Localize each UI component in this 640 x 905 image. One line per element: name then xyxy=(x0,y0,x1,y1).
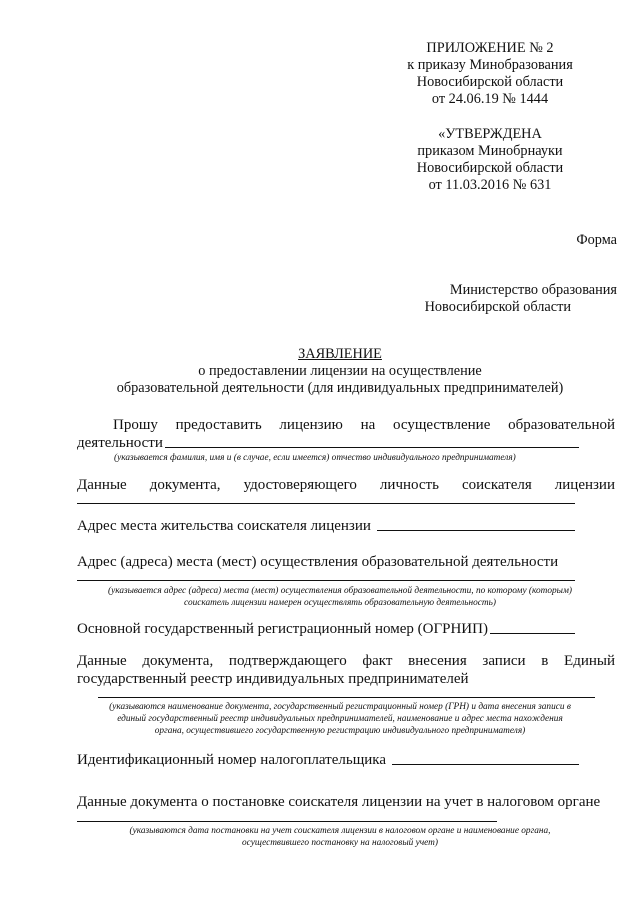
activity-address-blank[interactable] xyxy=(77,580,575,581)
title-subject: о предоставлении лицензии на осуществление xyxy=(198,363,482,379)
registry-hint-line1: (указываются наименование документа, государственный регистрационный номер (ГРН) и дата внесения записи в xyxy=(109,702,571,712)
residence-label: Адрес места жительства соискателя лицензии xyxy=(77,518,371,534)
ogrnip-blank[interactable] xyxy=(490,633,575,634)
inn-label: Идентификационный номер налогоплательщика xyxy=(77,752,387,768)
registry-label-line1: Данные документа, подтверждающего факт внесения записи в Единый xyxy=(77,653,615,669)
request-field xyxy=(77,434,579,452)
tax-hint-line2: осуществившего постановку на налоговый учет) xyxy=(241,838,438,848)
registry-hint xyxy=(60,701,620,737)
activity-hint-line1: (указывается адрес (адреса) места (мест) осуществления образовательной деятельности, по которому (которым) xyxy=(108,586,572,596)
form-label: Форма xyxy=(576,232,617,248)
inn-field xyxy=(77,751,579,769)
tax-registration-blank[interactable] xyxy=(77,821,497,822)
document-title xyxy=(60,346,620,397)
approval-region: Новосибирской области xyxy=(416,160,564,176)
tax-registration-hint xyxy=(60,825,620,849)
approval-order: приказом Минобрнауки xyxy=(417,143,563,159)
residence-blank[interactable] xyxy=(377,530,575,531)
appendix-title: ПРИЛОЖЕНИЕ № 2 xyxy=(426,40,554,56)
request-label: деятельности xyxy=(77,435,163,451)
activity-address-hint xyxy=(60,585,620,609)
residence-field xyxy=(77,517,575,535)
activity-hint-line2: соискатель лицензии намерен осуществлять образовательную деятельность) xyxy=(184,598,496,608)
registry-hint-line3: органа, осуществившего государственную регистрацию индивидуального предпринимателя) xyxy=(154,726,526,736)
registry-blank[interactable] xyxy=(98,697,595,698)
tax-registration-label: Данные документа о постановке соискателя лицензии на учет в налоговом органе xyxy=(77,794,601,810)
appendix-date: от 24.06.19 № 1444 xyxy=(431,91,549,107)
addressee-region: Новосибирской области xyxy=(424,299,571,315)
request-line: Прошу предоставить лицензию на осуществление образовательной xyxy=(113,417,615,433)
identity-doc-label: Данные документа, удостоверяющего личность соискателя лицензии xyxy=(77,477,615,493)
addressee-block xyxy=(380,282,617,316)
registry-hint-line2: единый государственный реестр индивидуальных предпринимателей, наименование и адрес места нахождения xyxy=(117,714,563,724)
activity-address-label: Адрес (адреса) места (мест) осуществления образовательной деятельности xyxy=(77,554,559,570)
approval-date: от 11.03.2016 № 631 xyxy=(428,177,552,193)
inn-blank[interactable] xyxy=(392,764,579,765)
appendix-order: к приказу Минобразования xyxy=(407,57,573,73)
tax-hint-line1: (указываются дата постановки на учет соискателя лицензии в налоговом органе и наименование органа, xyxy=(129,826,551,836)
ogrnip-field xyxy=(77,620,575,638)
addressee-ministry: Министерство образования xyxy=(449,282,617,298)
appendix-block xyxy=(400,40,580,108)
applicant-name-blank[interactable] xyxy=(165,447,579,448)
ogrnip-label: Основной государственный регистрационный номер (ОГРНИП) xyxy=(77,621,488,637)
appendix-region: Новосибирской области xyxy=(416,74,564,90)
request-hint: (указывается фамилия, имя и (в случае, если имеется) отчество индивидуального предпринимателя) xyxy=(114,453,516,463)
title-activity: образовательной деятельности (для индивидуальных предпринимателей) xyxy=(116,380,564,396)
approval-title: «УТВЕРЖДЕНА xyxy=(438,126,542,142)
registry-label-line2: государственный реестр индивидуальных предпринимателей xyxy=(77,671,469,687)
title-heading: ЗАЯВЛЕНИЕ xyxy=(298,346,382,362)
identity-doc-blank[interactable] xyxy=(77,503,575,504)
approval-block xyxy=(400,126,580,194)
